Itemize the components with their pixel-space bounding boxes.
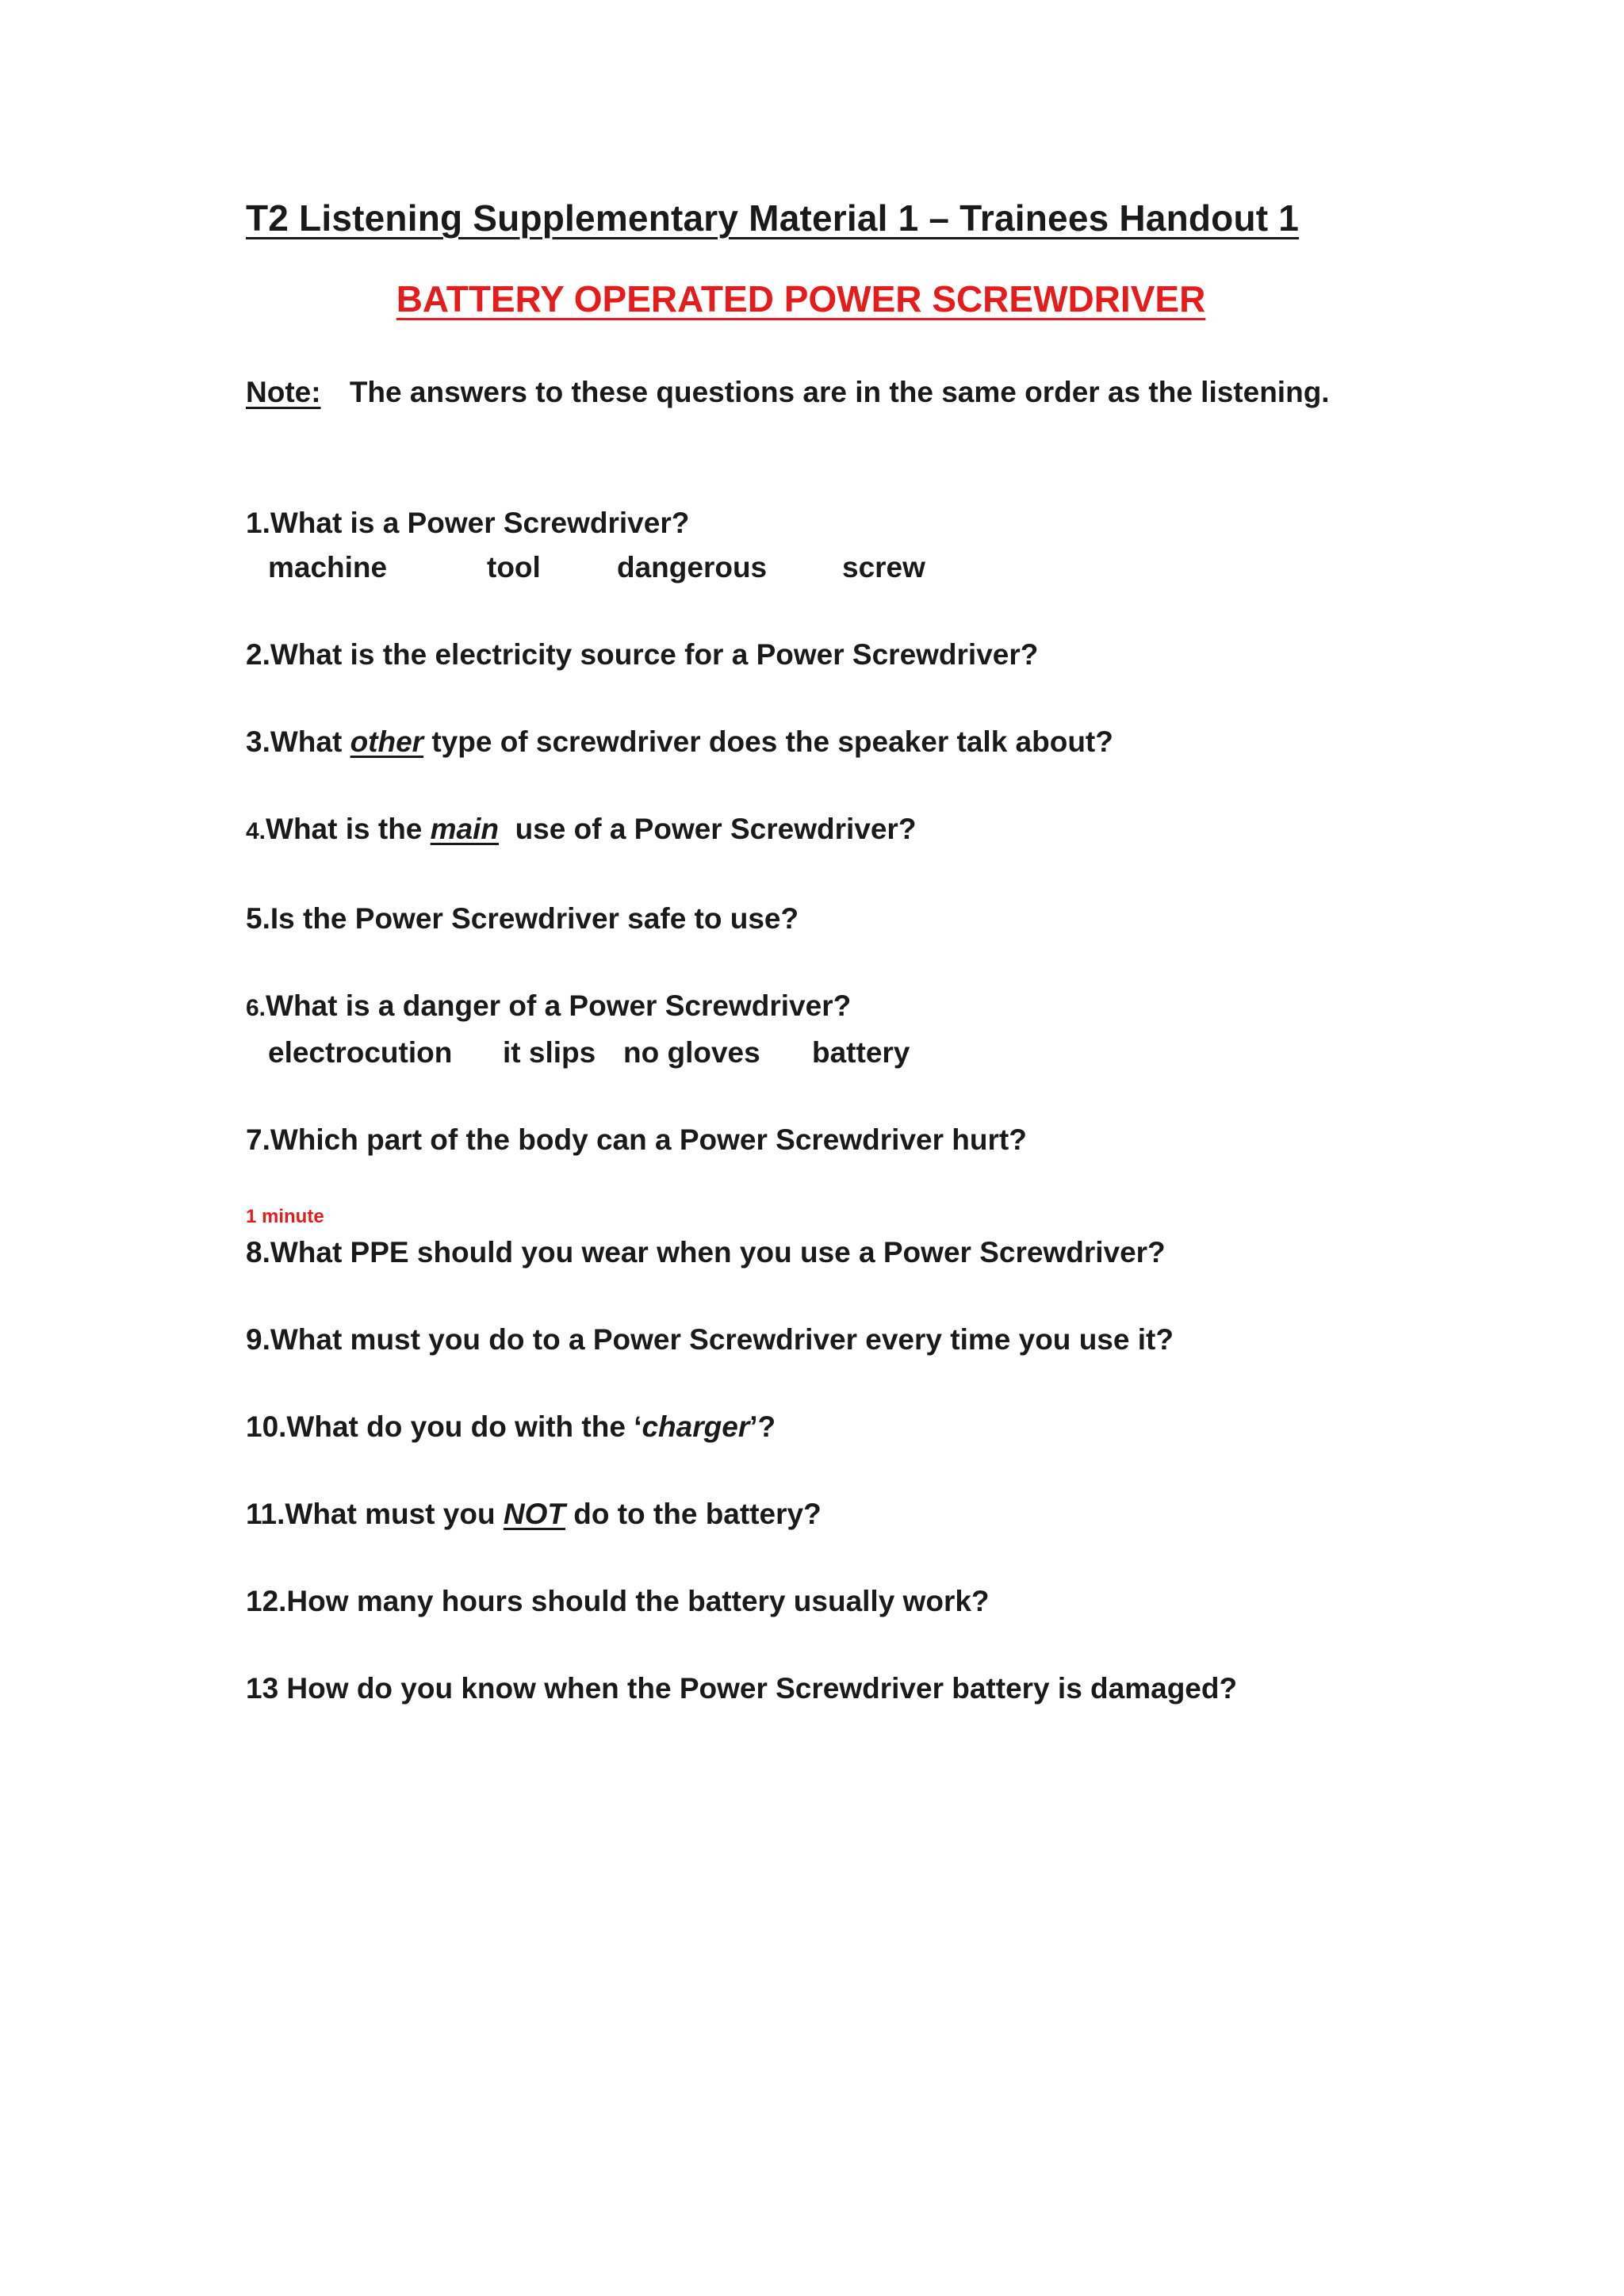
question-11-before: 11.What must you [246, 1498, 504, 1530]
question-7: 7.Which part of the body can a Power Screwdriver hurt? [246, 1123, 1027, 1156]
question-11 [246, 1495, 1483, 1533]
question-1 [246, 504, 1483, 587]
question-10-emphasis: charger [642, 1410, 750, 1443]
note-line [246, 376, 1483, 409]
option-dangerous: dangerous [617, 551, 768, 584]
question-5: 5.Is the Power Screwdriver safe to use? [246, 902, 799, 935]
question-4-after: use of a Power Screwdriver? [499, 813, 917, 845]
option-it-slips: it slips [503, 1036, 596, 1069]
question-6-text: What is a danger of a Power Screwdriver? [266, 989, 852, 1022]
note-text: The answers to these questions are in the same order as the listening. [349, 376, 1330, 408]
question-11-after: do to the battery? [565, 1498, 822, 1530]
question-4-emphasis: main [430, 813, 500, 845]
question-6-number: 6. [246, 995, 266, 1021]
question-10-after: ’? [749, 1410, 776, 1443]
document-title: T2 Listening Supplementary Material 1 – Trainees Handout 1 [246, 197, 1300, 239]
question-3-before: 3.What [246, 725, 350, 758]
note-label: Note: [246, 376, 321, 408]
question-4 [246, 810, 1483, 851]
question-3-emphasis: other [350, 725, 424, 758]
question-2: 2.What is the electricity source for a Power Screwdriver? [246, 638, 1039, 671]
question-10-before: 10.What do you do with the ‘ [246, 1410, 642, 1443]
option-battery: battery [812, 1036, 910, 1069]
question-4-number: 4. [246, 818, 266, 844]
question-12: 12.How many hours should the battery usually work? [246, 1585, 990, 1617]
question-4-before: What is the [266, 813, 431, 845]
question-13: 13 How do you know when the Power Screwdriver battery is damaged? [246, 1672, 1238, 1705]
question-3-after: type of screwdriver does the speaker talk about? [423, 725, 1113, 758]
option-electrocution: electrocution [268, 1036, 453, 1069]
option-machine: machine [268, 551, 388, 584]
document-subtitle: BATTERY OPERATED POWER SCREWDRIVER [396, 278, 1206, 320]
question-6-options [246, 1034, 1483, 1072]
question-6 [246, 987, 1483, 1072]
question-10 [246, 1408, 1483, 1446]
question-6-line [246, 987, 1483, 1027]
question-9: 9.What must you do to a Power Screwdriver every time you use it? [246, 1323, 1174, 1356]
timer-note: 1 minute [246, 1206, 324, 1227]
question-11-emphasis: NOT [503, 1498, 565, 1530]
question-1-options [246, 549, 1483, 587]
question-1-text: 1.What is a Power Screwdriver? [246, 507, 690, 539]
question-8: 8.What PPE should you wear when you use a Power Screwdriver? [246, 1236, 1166, 1269]
handout-content [246, 197, 1483, 1708]
question-3 [246, 723, 1483, 761]
option-tool: tool [487, 551, 541, 584]
option-screw: screw [842, 551, 925, 584]
question-list [246, 504, 1483, 1708]
option-no-gloves: no gloves [623, 1036, 760, 1069]
